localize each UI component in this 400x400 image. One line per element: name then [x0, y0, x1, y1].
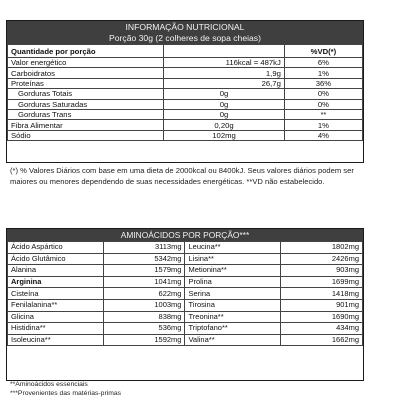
- amino-row: [8, 334, 363, 346]
- amino-name: Histidina**: [8, 323, 104, 335]
- amino-amount: 3113mg: [103, 242, 185, 254]
- amino-name: Cisteína: [8, 288, 104, 300]
- column-vd: %VD(*): [284, 45, 362, 58]
- nutrient-amount: 0g: [164, 89, 285, 99]
- column-empty: [164, 45, 285, 58]
- amino-name: Tirosina: [185, 299, 281, 311]
- nutrient-name: Gorduras Trans: [8, 109, 164, 119]
- nutrition-title: INFORMAÇÃO NUTRICIONAL: [125, 22, 245, 32]
- nutrient-name: Carboidratos: [8, 68, 164, 78]
- amino-row: [8, 299, 363, 311]
- nutrient-amount: 102mg: [164, 130, 285, 140]
- amino-amount: 903mg: [281, 265, 363, 277]
- amino-row: [8, 276, 363, 288]
- nutrition-row: [8, 78, 363, 88]
- amino-row: [8, 242, 363, 254]
- nutrition-grid: [7, 44, 363, 141]
- nutrition-row: [8, 99, 363, 109]
- nutrient-amount: 1,9g: [164, 68, 285, 78]
- amino-row: [8, 265, 363, 277]
- amino-amount: 1579mg: [103, 265, 185, 277]
- nutrient-amount: 0g: [164, 109, 285, 119]
- essential-amino-note: **Aminoácidos essenciais: [10, 381, 88, 388]
- nutrient-name: Fibra Alimentar: [8, 120, 164, 130]
- nutrient-vd: 0%: [284, 99, 362, 109]
- amino-name: Lisina**: [185, 253, 281, 265]
- nutrient-amount: 0g: [164, 99, 285, 109]
- nutrition-row: [8, 130, 363, 140]
- column-quantity: Quantidade por porção: [8, 45, 164, 58]
- nutrition-row: [8, 68, 363, 78]
- amino-amount: 1699mg: [281, 276, 363, 288]
- amino-amount: 5342mg: [103, 253, 185, 265]
- nutrient-vd: 36%: [284, 78, 362, 88]
- amino-name: Isoleucina**: [8, 334, 104, 346]
- amino-amount: 838mg: [103, 311, 185, 323]
- amino-amount: 1041mg: [103, 276, 185, 288]
- amino-amount: 2426mg: [281, 253, 363, 265]
- amino-amount: 1003mg: [103, 299, 185, 311]
- amino-row: [8, 288, 363, 300]
- amino-grid: [7, 241, 363, 346]
- nutrient-name: Valor energético: [8, 58, 164, 68]
- amino-name: Valina**: [185, 334, 281, 346]
- nutrition-row: [8, 109, 363, 119]
- amino-acids-table: [6, 228, 364, 381]
- amino-title: AMINOÁCIDOS POR PORÇÃO***: [7, 229, 363, 241]
- amino-amount: 1662mg: [281, 334, 363, 346]
- nutrient-name: Proteínas: [8, 78, 164, 88]
- amino-name: Leucina**: [185, 242, 281, 254]
- amino-name: Metionina**: [185, 265, 281, 277]
- nutrient-vd: 1%: [284, 120, 362, 130]
- nutrient-vd: 6%: [284, 58, 362, 68]
- nutrition-header: [7, 21, 363, 44]
- amino-name: Treonina**: [185, 311, 281, 323]
- nutrition-column-header: [8, 45, 363, 58]
- amino-amount: 536mg: [103, 323, 185, 335]
- amino-amount: 1592mg: [103, 334, 185, 346]
- amino-name: Glicina: [8, 311, 104, 323]
- nutrition-facts-table: [6, 20, 364, 163]
- daily-values-footnote: (*) % Valores Diários com base em uma dieta de 2000kcal ou 8400kJ. Seus valores diários podem ser maiores ou menores dependendo de suas necessidades energéticas. **VD não estabelecido.: [10, 166, 354, 186]
- amino-amount: 1418mg: [281, 288, 363, 300]
- amino-footnotes: [10, 381, 365, 399]
- amino-name: Alanina: [8, 265, 104, 277]
- nutrient-vd: 1%: [284, 68, 362, 78]
- amino-name: Ácido Aspártico: [8, 242, 104, 254]
- amino-name: Serina: [185, 288, 281, 300]
- amino-row: [8, 323, 363, 335]
- nutrient-name: Gorduras Saturadas: [8, 99, 164, 109]
- nutrient-name: Sódio: [8, 130, 164, 140]
- amino-name: Arginina: [8, 276, 104, 288]
- nutrition-row: [8, 120, 363, 130]
- amino-name: Ácido Glutâmico: [8, 253, 104, 265]
- amino-amount: 1690mg: [281, 311, 363, 323]
- raw-material-note: ***Provenientes das matérias-primas: [10, 389, 122, 397]
- amino-amount: 901mg: [281, 299, 363, 311]
- amino-amount: 622mg: [103, 288, 185, 300]
- amino-name: Prolina: [185, 276, 281, 288]
- nutrition-portion: Porção 30g (2 colheres de sopa cheias): [109, 33, 261, 43]
- nutrient-vd: **: [284, 109, 362, 119]
- amino-row: [8, 311, 363, 323]
- nutrition-row: [8, 89, 363, 99]
- amino-name: Triptofano**: [185, 323, 281, 335]
- amino-amount: 1802mg: [281, 242, 363, 254]
- nutrient-name: Gorduras Totais: [8, 89, 164, 99]
- amino-row: [8, 253, 363, 265]
- nutrient-vd: 4%: [284, 130, 362, 140]
- nutrient-amount: 26,7g: [164, 78, 285, 88]
- nutrient-vd: 0%: [284, 89, 362, 99]
- amino-name: Fenilalanina**: [8, 299, 104, 311]
- amino-amount: 434mg: [281, 323, 363, 335]
- nutrient-amount: 0,20g: [164, 120, 285, 130]
- nutrient-amount: 116kcal = 487kJ: [164, 58, 285, 68]
- nutrition-row: [8, 58, 363, 68]
